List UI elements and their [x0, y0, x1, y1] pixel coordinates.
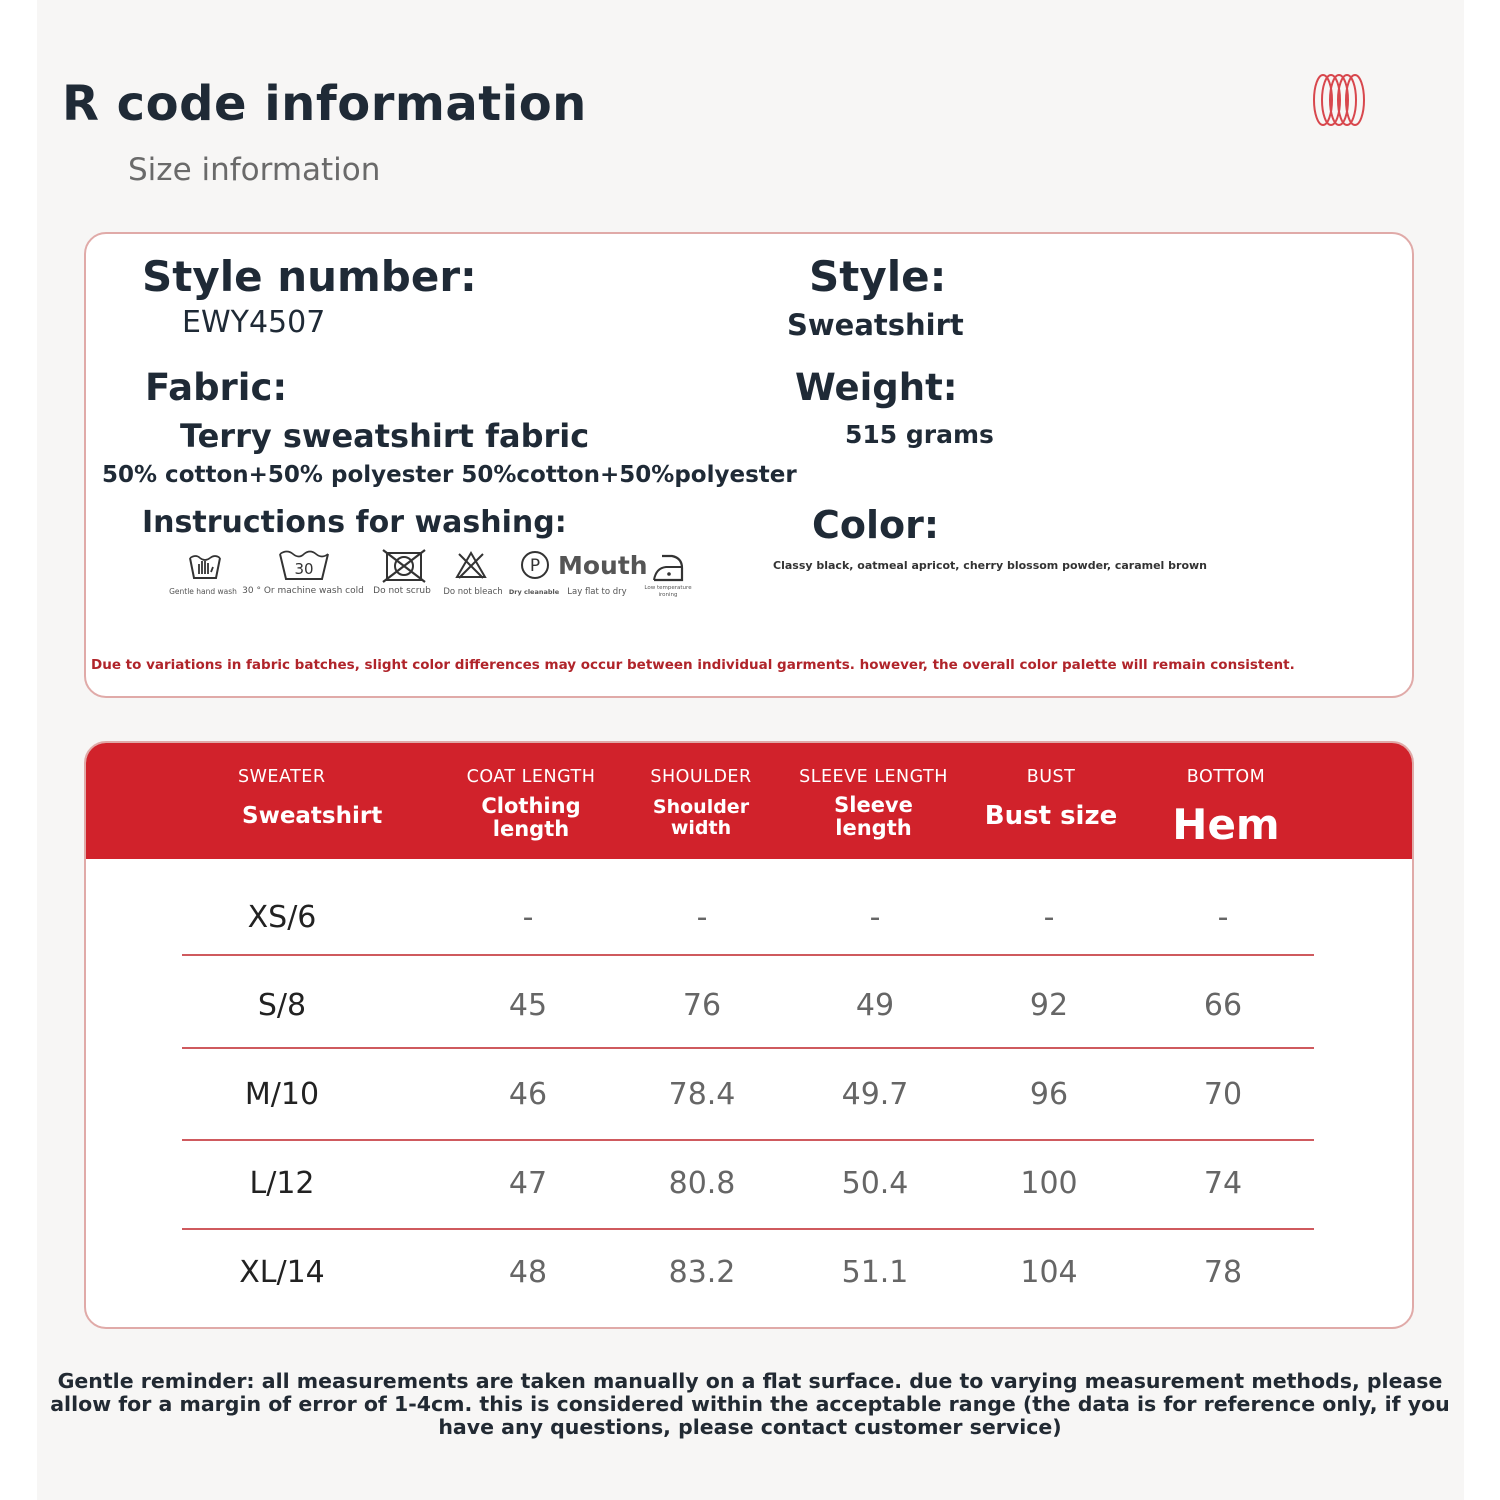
hand-wash-icon [187, 550, 223, 582]
washing-label: Instructions for washing: [142, 505, 567, 540]
table-cell: 100 [1020, 1166, 1078, 1201]
weight-value: 515 grams [845, 420, 994, 449]
table-cell: 83.2 [668, 1255, 736, 1290]
table-cell: - [869, 900, 881, 935]
column-header-shoulder [621, 743, 781, 859]
table-cell: 92 [1029, 988, 1069, 1023]
style-number-value: EWY4507 [182, 305, 326, 340]
page-title: R code information [62, 76, 587, 132]
wash-temp-text: 30 [294, 560, 314, 578]
fabric-composition: 50% cotton+50% polyester 50%cotton+50%polyester [102, 462, 797, 488]
size-table [84, 741, 1414, 1329]
column-en-label: BUST [1026, 767, 1076, 787]
color-values: Classy black, oatmeal apricot, cherry blossom powder, caramel brown [773, 559, 1208, 572]
color-disclaimer: Due to variations in fabric batches, slight color differences may occur between individual garments. however, the overall color palette will remain consistent. [91, 657, 1295, 673]
row-divider [182, 1047, 1314, 1049]
table-row-size: M/10 [244, 1077, 320, 1112]
table-cell: 45 [508, 988, 548, 1023]
table-cell: 78 [1203, 1255, 1243, 1290]
rings-logo-icon [1310, 70, 1370, 130]
wash-caption-machine: 30 ° Or machine wash cold [242, 586, 364, 596]
column-cn-label: Hem [1172, 800, 1280, 849]
column-header-sweater [206, 743, 406, 859]
page-subtitle: Size information [128, 152, 381, 188]
table-cell: 104 [1020, 1255, 1078, 1290]
table-cell: 49.7 [841, 1077, 909, 1112]
low-iron-icon [650, 550, 686, 584]
size-table-header [86, 743, 1412, 859]
mouth-text: Mouth [558, 551, 648, 580]
dry-clean-icon [519, 549, 551, 581]
table-cell: - [1043, 900, 1055, 935]
table-cell: 66 [1203, 988, 1243, 1023]
table-cell: 50.4 [841, 1166, 909, 1201]
row-divider [182, 954, 1314, 956]
style-label: Style: [809, 252, 947, 301]
column-header-bust [966, 743, 1136, 859]
row-divider [182, 1228, 1314, 1230]
table-cell: 70 [1203, 1077, 1243, 1112]
table-cell: 46 [508, 1077, 548, 1112]
fabric-label: Fabric: [145, 366, 288, 409]
column-en-label: SLEEVE LENGTH [799, 767, 948, 787]
wash-caption-lay-flat: Lay flat to dry [567, 587, 627, 597]
machine-wash-30-icon [277, 548, 331, 582]
dry-clean-letter: P [529, 556, 541, 576]
do-not-bleach-icon [455, 550, 487, 580]
table-cell: 80.8 [668, 1166, 736, 1201]
column-en-label: SWEATER [238, 767, 326, 787]
table-cell: 74 [1203, 1166, 1243, 1201]
table-row-size: XS/6 [247, 900, 317, 935]
do-not-tumble-icon [381, 548, 427, 584]
wash-caption-scrub: Do not scrub [373, 586, 431, 596]
table-cell: 49 [855, 988, 895, 1023]
table-cell: 76 [682, 988, 722, 1023]
column-cn-label: Clothing length [481, 794, 581, 841]
wash-caption-iron: Low temperature ironing [644, 585, 692, 598]
column-en-label: COAT LENGTH [466, 767, 596, 787]
wash-caption-bleach: Do not bleach [443, 587, 503, 597]
table-cell: - [696, 900, 708, 935]
column-header-coat-length [446, 743, 616, 859]
table-cell: - [1217, 900, 1229, 935]
table-row-size: L/12 [249, 1166, 315, 1201]
table-cell: 78.4 [668, 1077, 736, 1112]
table-cell: 48 [508, 1255, 548, 1290]
column-cn-label: Bust size [984, 801, 1118, 831]
measurement-reminder: Gentle reminder: all measurements are taken manually on a flat surface. due to varying measurement methods, please allow for a margin of error of 1-4cm. this is considered within the acceptable range (the data is for reference only, if you have any questions, please contact customer service) [50, 1369, 1450, 1439]
column-header-sleeve-length [786, 743, 961, 859]
column-en-label: SHOULDER [650, 767, 752, 787]
color-label: Color: [812, 503, 940, 547]
table-cell: 51.1 [841, 1255, 909, 1290]
column-header-bottom [1141, 743, 1311, 859]
column-cn-label: Shoulder width [652, 796, 750, 839]
column-en-label: BOTTOM [1186, 767, 1266, 787]
row-divider [182, 1139, 1314, 1141]
table-cell: 96 [1029, 1077, 1069, 1112]
style-value: Sweatshirt [787, 308, 964, 342]
weight-label: Weight: [795, 366, 958, 409]
table-row-size: S/8 [257, 988, 307, 1023]
table-cell: - [522, 900, 534, 935]
column-cn-label: Sleeve length [834, 793, 913, 840]
table-cell: 47 [508, 1166, 548, 1201]
table-row-size: XL/14 [239, 1255, 325, 1290]
wash-caption-dryclean: Dry cleanable [508, 588, 560, 596]
fabric-value: Terry sweatshirt fabric [180, 417, 590, 455]
style-number-label: Style number: [142, 252, 477, 301]
wash-caption-hand: Gentle hand wash [169, 587, 237, 596]
column-cn-label: Sweatshirt [242, 803, 383, 829]
